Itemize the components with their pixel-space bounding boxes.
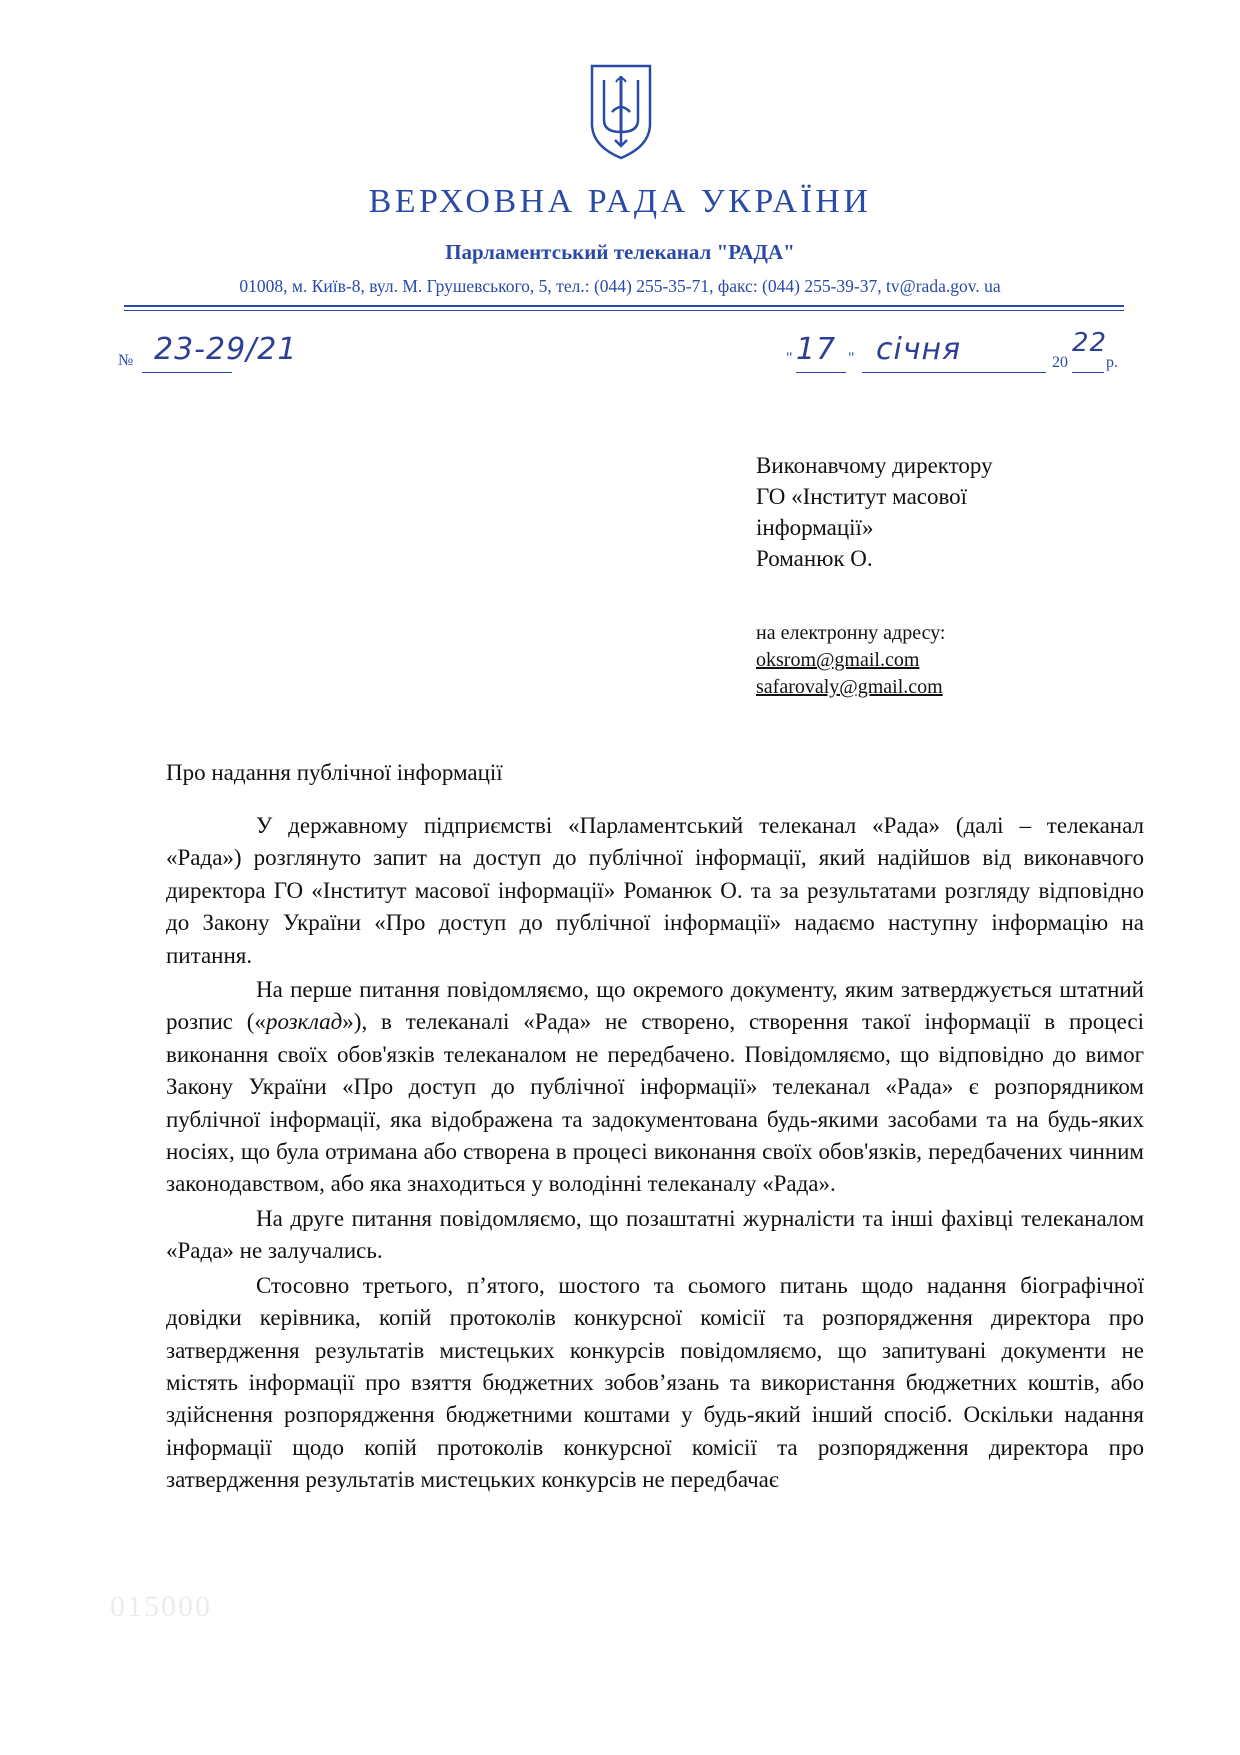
- addressee-line-4: Романюк О.: [756, 546, 873, 571]
- email-label: на електронну адресу:: [756, 622, 946, 644]
- org-contacts: 01008, м. Київ-8, вул. М. Грушевського, 5, тел.: (044) 255-35-71, факс: (044) 255-39-37, tv@rada.gov. ua: [239, 276, 1001, 296]
- trident-coat-of-arms-icon: [588, 62, 654, 162]
- date-day: 17: [796, 332, 837, 367]
- addressee-block: [756, 450, 993, 574]
- addressee-line-2: ГО «Інститут масової: [756, 484, 968, 509]
- date-quote-close: ": [848, 350, 855, 367]
- date-day-underline: [796, 372, 846, 373]
- year-value: 22: [1072, 328, 1108, 358]
- paragraph-2: [166, 974, 1144, 1201]
- number-underline: [142, 372, 232, 373]
- year-suffix: р.: [1106, 354, 1118, 371]
- year-prefix: 20: [1052, 354, 1068, 371]
- email-link-2[interactable]: safarovaly@gmail.com: [756, 676, 943, 698]
- email-link-1[interactable]: oksrom@gmail.com: [756, 649, 920, 671]
- letter-body: [166, 810, 1144, 1497]
- date-month: січня: [876, 332, 962, 367]
- paragraph-3: На друге питання повідомляємо, що позаштатні журналісти та інші фахівці телеканалом «Рада» не залучались.: [166, 1205, 1144, 1264]
- subject-line: Про надання публічної інформації: [166, 760, 503, 785]
- addressee-line-3: інформації»: [756, 515, 874, 540]
- paragraph-4: Стосовно третього, п’ятого, шостого та сьомого питань щодо надання біографічної довідки керівника, копій протоколів конкурсної комісії та розпорядження директора про затвердження результатів мистецьких конкурсів повідомляємо, що запитувані документи не містять інформації про взяття бюджетних зобов’язань та використання бюджетних коштів, або здійснення розпорядження бюджетними коштами у будь-який інший спосіб. Оскільки надання інформації щодо копій протоколів конкурсної комісії та розпорядження директора про затвердження результатів мистецьких конкурсів не передбачає: [166, 1272, 1144, 1493]
- paragraph-1: У державному підприємстві «Парламентський телеканал «Рада» (далі – телеканал «Рада») розглянуто запит на доступ до публічної інформації, який надійшов від виконавчого директора ГО «Інститут масової інформації» Романюк О. та за результатами розгляду відповідно до Закону України «Про доступ до публічної інформації» надаємо наступну інформацію на питання.: [166, 813, 1144, 968]
- number-label: №: [118, 352, 134, 369]
- email-block: [756, 620, 946, 701]
- org-title: ВЕРХОВНА РАДА УКРАЇНИ: [368, 183, 872, 220]
- paragraph-2-italic: розклад: [265, 1009, 343, 1035]
- faint-stamp: 015000: [110, 1590, 212, 1623]
- date-quote-open: ": [786, 350, 793, 367]
- reference-number: 23-29/21: [154, 332, 298, 367]
- date-month-underline: [862, 372, 1046, 373]
- letterhead-rule-thin: [124, 310, 1124, 311]
- org-subtitle: Парламентський телеканал "РАДА": [445, 240, 795, 264]
- paragraph-2-part-a: На перше питання повідомляємо, що окремого документу, яким затверджується штатний розпис («: [166, 977, 1144, 1035]
- addressee-line-1: Виконавчому директору: [756, 453, 993, 478]
- letterhead-rule: [124, 305, 1124, 307]
- paragraph-2-part-b: »), в телеканалі «Рада» не створено, створення такої інформації в процесі виконання своїх обов'язків телеканалом не передбачено. Повідомляємо, що відповідно до вимог Закону України «Про доступ до публічної інформації» телеканал «Рада» є розпорядником публічної інформації, яка відображена та задокументована будь-якими засобами та на будь-яких носіях, що була отримана або створена в процесі виконання своїх обов'язків, передбачених чинним законодавством, або яка знаходиться у володінні телеканалу «Рада».: [166, 1009, 1144, 1197]
- year-underline: [1072, 372, 1104, 373]
